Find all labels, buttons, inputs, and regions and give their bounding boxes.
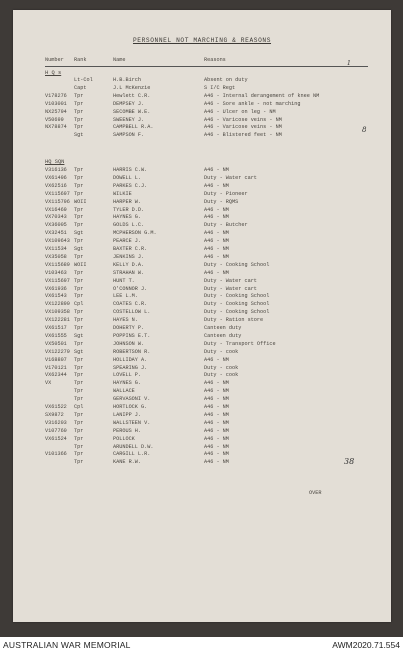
cell-reason: A46 - NM bbox=[204, 167, 229, 173]
cell-reason: A46 - NM bbox=[204, 396, 229, 403]
cell-reason: A46 - NM bbox=[204, 411, 229, 418]
cell-service-number: V107760 bbox=[45, 427, 67, 434]
cell-name: CARGILL L.R. bbox=[113, 451, 151, 458]
cell-name: LOVELL P. bbox=[113, 372, 142, 379]
cell-service-number: VX122281 bbox=[45, 317, 70, 324]
header-rule bbox=[45, 66, 368, 67]
cell-rank: Tpr bbox=[74, 124, 84, 131]
cell-service-number: V168807 bbox=[45, 356, 67, 363]
cell-rank: Tpr bbox=[74, 108, 84, 115]
cell-reason: A46 - NM bbox=[204, 443, 229, 450]
cell-reason: Duty - Cooking School bbox=[204, 261, 270, 268]
cell-name: DOWELL L. bbox=[113, 174, 142, 181]
cell-rank: Tpr bbox=[74, 325, 84, 331]
cell-reason: Duty - Cooking School bbox=[204, 293, 270, 300]
cell-name: GERVASONI V. bbox=[113, 396, 151, 403]
cell-rank: Tpr bbox=[74, 190, 84, 197]
cell-name: JOHNSON W. bbox=[113, 340, 145, 347]
cell-reason: A46 - NM bbox=[204, 388, 229, 395]
cell-rank: Capt bbox=[74, 84, 87, 91]
cell-name: DEMPSEY J. bbox=[113, 100, 145, 107]
footer-accession: AWM2020.71.554 bbox=[332, 640, 400, 650]
cell-reason: Duty - cook bbox=[204, 348, 239, 355]
cell-name: SPEARING J. bbox=[113, 364, 148, 371]
cell-reason: A46 - NM bbox=[204, 427, 229, 434]
cell-rank: Tpr bbox=[74, 285, 84, 292]
cell-reason: Canteen duty bbox=[204, 332, 242, 339]
cell-rank: Sgt bbox=[74, 132, 84, 139]
cell-rank: Tpr bbox=[74, 317, 84, 324]
cell-rank: Lt-Col bbox=[74, 77, 93, 83]
cell-service-number: NX78874 bbox=[45, 124, 67, 131]
cell-reason: Duty - cook bbox=[204, 372, 239, 379]
cell-reason: A46 - NM bbox=[204, 206, 229, 213]
cell-name: STRAHAN W. bbox=[113, 269, 145, 276]
cell-service-number: VX35058 bbox=[45, 253, 67, 260]
column-header-rank: Rank bbox=[74, 57, 87, 63]
cell-service-number: VX61555 bbox=[45, 332, 67, 339]
cell-service-number: VX109358 bbox=[45, 309, 70, 316]
column-header-name: Name bbox=[113, 57, 126, 63]
cell-service-number: V316136 bbox=[45, 167, 67, 173]
cell-service-number: VX115697 bbox=[45, 190, 70, 197]
cell-rank: Sgt bbox=[74, 246, 84, 252]
cell-rank: Tpr bbox=[74, 222, 84, 229]
cell-rank: WOII bbox=[74, 198, 87, 205]
cell-reason: A46 - Blistered feet - NM bbox=[204, 132, 282, 139]
cell-reason: Duty - Butcher bbox=[204, 222, 248, 229]
cell-rank: Tpr bbox=[74, 364, 84, 371]
cell-name: HUNT T. bbox=[113, 277, 135, 284]
cell-reason: Duty - Transport Office bbox=[204, 340, 276, 347]
cell-rank: Tpr bbox=[74, 411, 84, 418]
cell-name: WALLACE bbox=[113, 388, 135, 395]
cell-service-number: VX61496 bbox=[45, 174, 67, 181]
column-header-reasons: Reasons bbox=[204, 57, 226, 63]
cell-rank: Tpr bbox=[74, 214, 84, 221]
cell-rank: Tpr bbox=[74, 396, 84, 403]
cell-reason: Duty - Ration store bbox=[204, 317, 264, 324]
cell-name: HAYES N. bbox=[113, 317, 138, 324]
cell-reason: A46 - Ulcer on leg - NM bbox=[204, 108, 276, 115]
cell-name: KANE R.W. bbox=[113, 459, 142, 466]
cell-name: PEROUS H. bbox=[113, 427, 142, 434]
cell-service-number: VX62344 bbox=[45, 372, 67, 379]
cell-name: JENKINS J. bbox=[113, 253, 145, 260]
cell-reason: A46 - NM bbox=[204, 419, 229, 426]
section-heading: HQ SQN bbox=[45, 159, 65, 165]
footer-bar bbox=[0, 637, 403, 653]
cell-name: HAYNES G. bbox=[113, 380, 142, 387]
cell-name: PEARCE J. bbox=[113, 238, 142, 245]
cell-name: ROBERTSON R. bbox=[113, 348, 151, 355]
cell-rank: Tpr bbox=[74, 167, 84, 173]
cell-rank: Tpr bbox=[74, 388, 84, 395]
cell-reason: Duty - Cooking School bbox=[204, 301, 270, 308]
cell-name: PARKES C.J. bbox=[113, 182, 148, 189]
cell-service-number: VX109643 bbox=[45, 238, 70, 245]
cell-rank: Tpr bbox=[74, 116, 84, 123]
cell-service-number: VX50501 bbox=[45, 340, 67, 347]
cell-reason: Duty - Water cart bbox=[204, 285, 257, 292]
cell-service-number: V101366 bbox=[45, 451, 67, 458]
cell-service-number: NX25794 bbox=[45, 108, 67, 115]
over-label: OVER bbox=[309, 490, 322, 496]
cell-reason: A46 - Varicose veins - NM bbox=[204, 116, 282, 123]
cell-name: MCPHERSON G.M. bbox=[113, 230, 157, 237]
cell-name: HOLLIDAY A. bbox=[113, 356, 148, 363]
cell-service-number: VX62516 bbox=[45, 182, 67, 189]
cell-reason: A46 - Varicose veins - NM bbox=[204, 124, 282, 131]
cell-service-number: VX61936 bbox=[45, 285, 67, 292]
cell-rank: Sgt bbox=[74, 348, 84, 355]
cell-rank: Cpl bbox=[74, 301, 84, 308]
cell-reason: Duty - Water cart bbox=[204, 277, 257, 284]
cell-rank: Tpr bbox=[74, 238, 84, 245]
cell-rank: Tpr bbox=[74, 451, 84, 458]
cell-name: HARPER W. bbox=[113, 198, 142, 205]
cell-rank: Sgt bbox=[74, 230, 84, 237]
cell-service-number: VX bbox=[45, 380, 52, 387]
cell-name: Hewlett C.R. bbox=[113, 92, 151, 99]
cell-rank: Tpr bbox=[74, 100, 84, 107]
cell-service-number: V103001 bbox=[45, 100, 67, 107]
cell-name: DOHERTY P. bbox=[113, 325, 145, 331]
cell-name: ARUNDELL D.W. bbox=[113, 443, 154, 450]
cell-service-number: VX36005 bbox=[45, 222, 67, 229]
cell-name: POLLOCK bbox=[113, 435, 135, 442]
cell-reason: A46 - NM bbox=[204, 404, 229, 410]
cell-name: HAYNES G. bbox=[113, 214, 142, 221]
cell-service-number: V178276 bbox=[45, 92, 67, 99]
cell-service-number: VX32451 bbox=[45, 230, 67, 237]
cell-reason: A46 - NM bbox=[204, 253, 229, 260]
cell-reason: A46 - NM bbox=[204, 380, 229, 387]
cell-reason: A46 - Sore ankle - not marching bbox=[204, 100, 301, 107]
cell-reason: A46 - NM bbox=[204, 238, 229, 245]
cell-rank: Tpr bbox=[74, 372, 84, 379]
cell-name: COATES C.R. bbox=[113, 301, 148, 308]
cell-rank: Tpr bbox=[74, 459, 84, 466]
cell-rank: Tpr bbox=[74, 309, 84, 316]
cell-name: J.L McKenzie bbox=[113, 84, 151, 91]
cell-service-number: VX122890 bbox=[45, 301, 70, 308]
cell-service-number: V103463 bbox=[45, 269, 67, 276]
cell-service-number: VX61522 bbox=[45, 404, 67, 410]
cell-name: HARRIS C.W. bbox=[113, 167, 148, 173]
cell-name: O'CONNOR J. bbox=[113, 285, 148, 292]
cell-rank: Sgt bbox=[74, 332, 84, 339]
cell-name: HORTLOCK G. bbox=[113, 404, 148, 410]
cell-reason: S I/C Regt bbox=[204, 84, 236, 91]
cell-rank: Tpr bbox=[74, 340, 84, 347]
cell-reason: Canteen duty bbox=[204, 325, 242, 331]
document-title: PERSONNEL NOT MARCHING & REASONS bbox=[132, 37, 272, 44]
cell-rank: Tpr bbox=[74, 253, 84, 260]
cell-reason: Duty - RQMS bbox=[204, 198, 239, 205]
handwritten-tick: 1 bbox=[347, 60, 351, 67]
cell-service-number: VX115689 bbox=[45, 261, 70, 268]
cell-rank: Cpl bbox=[74, 404, 84, 410]
cell-rank: Tpr bbox=[74, 435, 84, 442]
cell-reason: A46 - NM bbox=[204, 459, 229, 466]
cell-reason: A46 - NM bbox=[204, 356, 229, 363]
cell-reason: Duty - Cooking School bbox=[204, 309, 270, 316]
cell-service-number: V50699 bbox=[45, 116, 64, 123]
cell-name: CAMPBELL R.A. bbox=[113, 124, 154, 131]
cell-name: WILKIE bbox=[113, 190, 132, 197]
cell-name: H.B.Birch bbox=[113, 77, 142, 83]
cell-name: SAMPSON F. bbox=[113, 132, 145, 139]
cell-service-number: VX61524 bbox=[45, 435, 67, 442]
cell-service-number: VX115796 bbox=[45, 198, 70, 205]
cell-rank: Tpr bbox=[74, 427, 84, 434]
cell-service-number: V316203 bbox=[45, 419, 67, 426]
cell-rank: Tpr bbox=[74, 182, 84, 189]
cell-name: TYLER D.D. bbox=[113, 206, 145, 213]
cell-reason: Duty - Water cart bbox=[204, 174, 257, 181]
cell-reason: A46 - NM bbox=[204, 230, 229, 237]
handwritten-note-38: 38 bbox=[344, 457, 355, 466]
cell-rank: Tpr bbox=[74, 356, 84, 363]
cell-reason: A46 - NM bbox=[204, 269, 229, 276]
cell-reason: A46 - NM bbox=[204, 451, 229, 458]
cell-reason: Absent on duty bbox=[204, 77, 248, 83]
cell-rank: Tpr bbox=[74, 443, 84, 450]
cell-name: WALLSTEEN V. bbox=[113, 419, 151, 426]
cell-name: KELLY D.A. bbox=[113, 261, 145, 268]
cell-service-number: VX122279 bbox=[45, 348, 70, 355]
section-heading: H Q s bbox=[45, 70, 62, 76]
cell-name: POPPINS E.T. bbox=[113, 332, 151, 339]
cell-rank: Tpr bbox=[74, 92, 84, 99]
cell-reason: A46 - Internal derangement of knee NM bbox=[204, 92, 320, 99]
footer-institution: AUSTRALIAN WAR MEMORIAL bbox=[3, 640, 131, 650]
cell-rank: Tpr bbox=[74, 174, 84, 181]
cell-rank: Tpr bbox=[74, 380, 84, 387]
cell-service-number: VX70343 bbox=[45, 214, 67, 221]
cell-name: COSTELLOW L. bbox=[113, 309, 151, 316]
cell-name: BAXTER C.R. bbox=[113, 246, 148, 252]
cell-rank: Tpr bbox=[74, 293, 84, 300]
cell-service-number: SX9872 bbox=[45, 411, 64, 418]
document-page bbox=[13, 10, 391, 622]
cell-rank: WOII bbox=[74, 261, 87, 268]
cell-service-number: VX16469 bbox=[45, 206, 67, 213]
cell-rank: Tpr bbox=[74, 206, 84, 213]
cell-reason: A46 - NM bbox=[204, 435, 229, 442]
cell-reason: Duty - cook bbox=[204, 364, 239, 371]
cell-service-number: VX61517 bbox=[45, 325, 67, 331]
cell-name: LEE L.M. bbox=[113, 293, 138, 300]
cell-name: LANIPP J. bbox=[113, 411, 142, 418]
cell-rank: Tpr bbox=[74, 269, 84, 276]
cell-service-number: VX115697 bbox=[45, 277, 70, 284]
cell-service-number: V170121 bbox=[45, 364, 67, 371]
cell-reason: A46 - NM bbox=[204, 214, 229, 221]
cell-rank: Tpr bbox=[74, 277, 84, 284]
handwritten-note-8: 8 bbox=[362, 126, 367, 134]
cell-reason: A46 - NM bbox=[204, 246, 229, 252]
cell-reason: A46 - NM bbox=[204, 182, 229, 189]
column-header-number: Number bbox=[45, 57, 64, 63]
cell-name: GOLDS L.C. bbox=[113, 222, 145, 229]
cell-service-number: VX61543 bbox=[45, 293, 67, 300]
cell-name: SECOMBE W.E. bbox=[113, 108, 151, 115]
cell-reason: Duty - Pioneer bbox=[204, 190, 248, 197]
cell-service-number: VX11534 bbox=[45, 246, 67, 252]
cell-name: SWEENEY J. bbox=[113, 116, 145, 123]
cell-rank: Tpr bbox=[74, 419, 84, 426]
